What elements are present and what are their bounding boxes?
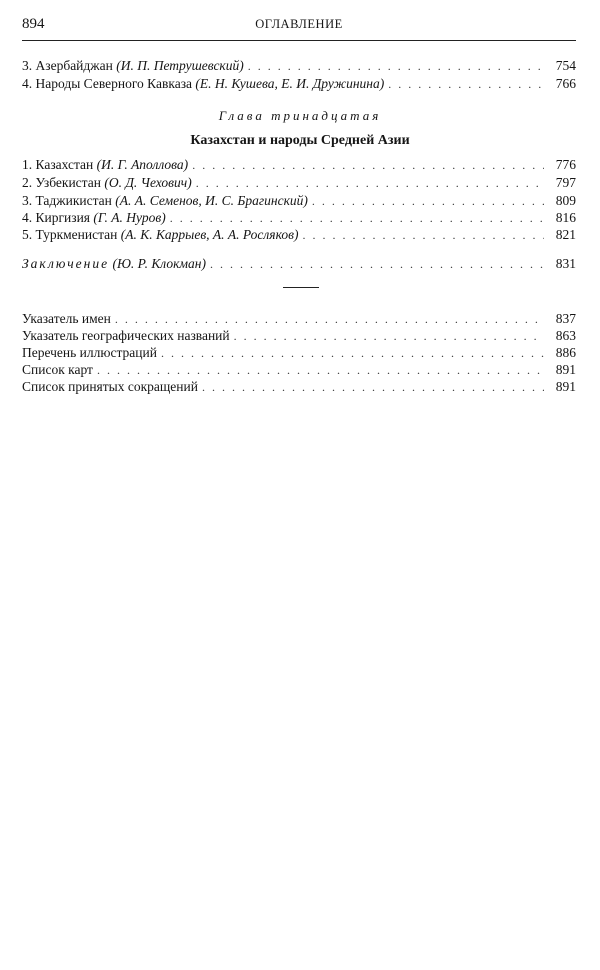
dot-leader <box>248 59 544 74</box>
toc-entry[interactable] <box>22 227 576 245</box>
section-divider <box>283 287 319 288</box>
entry-author: (И. П. Петрушевский) <box>116 58 244 73</box>
chapter-title[interactable]: Казахстан и народы Средней Азии <box>190 133 410 148</box>
chapter-label: Глава тринадцатая <box>218 108 382 123</box>
page-number: 894 <box>22 16 45 32</box>
toc-entry[interactable] <box>22 76 576 94</box>
entry-title: Указатель имен <box>22 311 111 326</box>
entry-title: Список принятых сокращений <box>22 379 198 394</box>
dot-leader <box>202 380 544 395</box>
entry-title: 5. Туркменистан <box>22 227 118 242</box>
toc-entry[interactable] <box>22 210 576 228</box>
running-title: ОГЛАВЛЕНИЕ <box>255 17 343 31</box>
entry-title: 4. Народы Северного Кавказа <box>22 76 193 91</box>
entry-title: 1. Казахстан <box>22 157 94 172</box>
entry-author: (И. Г. Аполлова) <box>96 157 189 172</box>
entry-page: 831 <box>555 256 576 271</box>
toc-entry[interactable] <box>22 362 576 380</box>
entry-title: Указатель географических названий <box>22 328 230 343</box>
entry-title: 3. Азербайджан <box>22 58 113 73</box>
dot-leader <box>115 312 544 327</box>
entry-page: 863 <box>555 328 576 343</box>
toc-entry[interactable] <box>22 157 576 175</box>
entry-author: (А. К. Каррыев, А. А. Росляков) <box>120 227 299 242</box>
entry-page: 837 <box>555 311 576 326</box>
dot-leader <box>210 257 544 272</box>
entry-title: Список карт <box>22 362 93 377</box>
entry-page: 754 <box>555 58 576 73</box>
page-header <box>22 14 576 41</box>
entry-page: 821 <box>555 227 576 242</box>
entry-page: 886 <box>555 345 576 360</box>
toc-entry[interactable] <box>22 311 576 329</box>
entry-page: 809 <box>555 193 576 208</box>
dot-leader <box>192 158 544 173</box>
toc-entry[interactable] <box>22 58 576 76</box>
entry-page: 776 <box>555 157 576 172</box>
entry-title: 2. Узбекистан <box>22 175 101 190</box>
entry-title: Заключение <box>22 256 110 271</box>
entry-author: (Г. А. Нуров) <box>93 210 166 225</box>
entry-title: Перечень иллюстраций <box>22 345 157 360</box>
dot-leader <box>170 211 544 226</box>
dot-leader <box>303 228 545 243</box>
toc-entry[interactable] <box>22 379 576 397</box>
entry-page: 891 <box>555 362 576 377</box>
toc-entry-conclusion[interactable] <box>22 256 576 274</box>
dot-leader <box>312 194 544 209</box>
entry-author: (Е. Н. Кушева, Е. И. Дружинина) <box>195 76 385 91</box>
entry-title: 3. Таджикистан <box>22 193 112 208</box>
entry-page: 816 <box>555 210 576 225</box>
entry-author: (А. А. Семенов, И. С. Брагинский) <box>115 193 308 208</box>
dot-leader <box>234 329 544 344</box>
toc-entry[interactable] <box>22 328 576 346</box>
toc-entry[interactable] <box>22 193 576 211</box>
dot-leader <box>196 176 544 191</box>
toc-entry[interactable] <box>22 345 576 363</box>
dot-leader <box>97 363 544 378</box>
dot-leader <box>161 346 544 361</box>
entry-page: 766 <box>555 76 576 91</box>
entry-title: 4. Киргизия <box>22 210 91 225</box>
entry-page: 797 <box>555 175 576 190</box>
toc-entry[interactable] <box>22 175 576 193</box>
dot-leader <box>388 77 544 92</box>
entry-author: (Ю. Р. Клокман) <box>112 256 206 271</box>
entry-author: (О. Д. Чехович) <box>104 175 192 190</box>
entry-page: 891 <box>555 379 576 394</box>
